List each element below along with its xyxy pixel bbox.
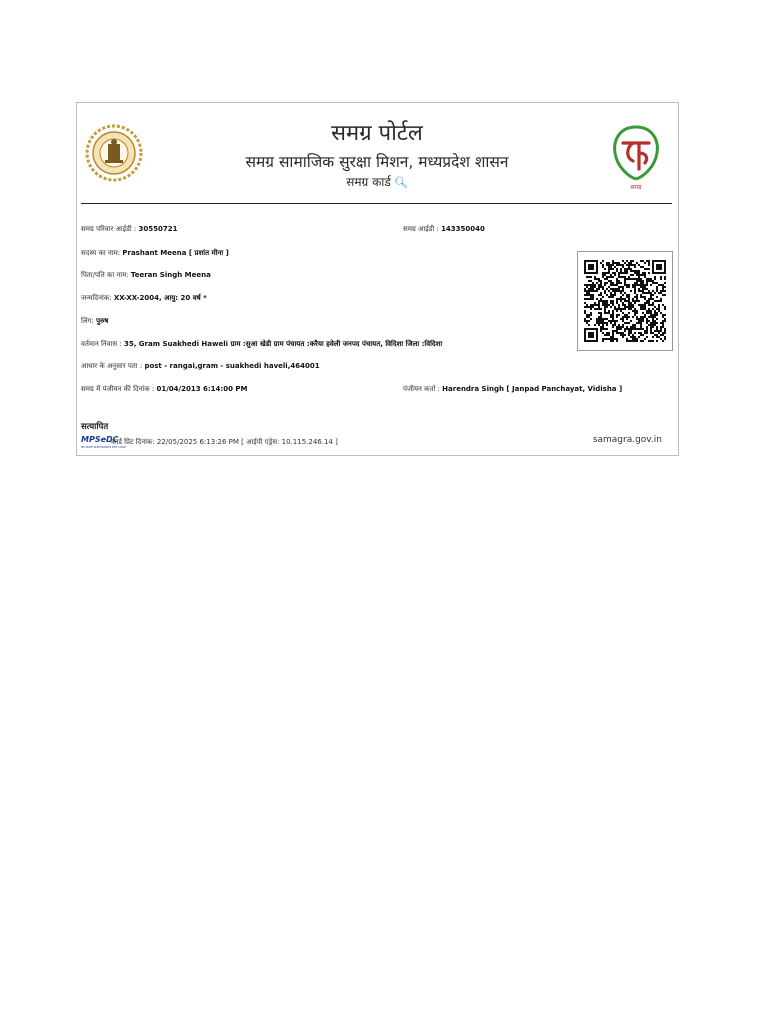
samagra-id-row: [403, 225, 485, 234]
dob-row: [81, 294, 207, 303]
qr-code-icon: [584, 260, 666, 342]
registration-date-label: समग्र में पंजीयन की दिनांक :: [81, 385, 155, 393]
registrar-row: [403, 385, 622, 394]
registration-date-row: [81, 385, 248, 394]
registrar-value: Harendra Singh [ Janpad Panchayat, Vidisha ]: [442, 385, 623, 393]
mpsedc-tagline: MP STATE ELECTRONICS DEV. CORP.: [81, 446, 126, 449]
father-name-row: [81, 271, 211, 280]
samagra-card: [76, 102, 679, 456]
search-icon[interactable]: 🔍︎: [393, 176, 408, 189]
family-id-row: [81, 225, 177, 234]
member-name-row: [81, 249, 229, 258]
current-address-row: [81, 340, 442, 349]
current-address-value: 35, Gram Suakhedi Haweli ग्राम :सुआ खेडी ग्राम पंचायत :करैया हवेली जनपद पंचायत, विदिशा जिला :विदिशा: [123, 340, 443, 348]
aadhaar-address-value: post - rangai,gram - suakhedi haveli,464001: [144, 362, 320, 370]
member-name-label: सदस्य का नाम:: [81, 249, 121, 257]
page-subtitle: समग्र सामाजिक सुरक्षा मिशन, मध्यप्रदेश शासन: [245, 153, 509, 171]
dob-label: जन्मदिनांक:: [81, 294, 112, 302]
mpsedc-logo: MPSeDC: [81, 435, 119, 444]
site-link[interactable]: samagra.gov.in: [592, 435, 662, 445]
aadhaar-address-row: [81, 362, 320, 371]
dob-value: XX-XX-2004, आयु: 20 वर्ष *: [113, 294, 207, 302]
gender-value: पुरुष: [96, 317, 109, 325]
card-type-label: समग्र कार्ड: [346, 175, 391, 189]
page-title: समग्र पोर्टल: [331, 121, 423, 146]
gender-row: [81, 317, 108, 326]
samagra-id-value: 143350040: [441, 225, 485, 233]
logo-caption: समग्र: [630, 184, 642, 191]
verified-label: सत्यापित: [81, 422, 109, 432]
aadhaar-address-label: आधार के अनुसार पता :: [81, 362, 143, 370]
mp-emblem-icon: [85, 124, 143, 182]
family-id-value: 30550721: [138, 225, 178, 233]
qr-code: [577, 251, 673, 351]
current-address-label: वर्तमान निवास :: [81, 340, 122, 348]
member-name-value: Prashant Meena [ प्रशांत मीना ]: [122, 249, 229, 257]
gender-label: लिंग:: [81, 317, 94, 325]
samagra-logo-icon: [609, 123, 663, 183]
divider: [81, 203, 672, 204]
father-name-label: पिता/पति का नाम:: [81, 271, 129, 279]
family-id-label: समग्र परिवार आईडी :: [81, 225, 137, 233]
registrar-label: पंजीयन कर्ता :: [403, 385, 440, 393]
card-type: [177, 173, 577, 190]
father-name-value: Teeran Singh Meena: [130, 271, 211, 279]
samagra-logo: [609, 123, 663, 189]
print-info: कार्ड प्रिंट दिनांक: 22/05/2025 6:13:26 PM [ आईपी एड्रेस: 10.115.246.14 ]: [111, 438, 338, 446]
registration-date-value: 01/04/2013 6:14:00 PM: [156, 385, 248, 393]
samagra-id-label: समग्र आईडी :: [403, 225, 439, 233]
